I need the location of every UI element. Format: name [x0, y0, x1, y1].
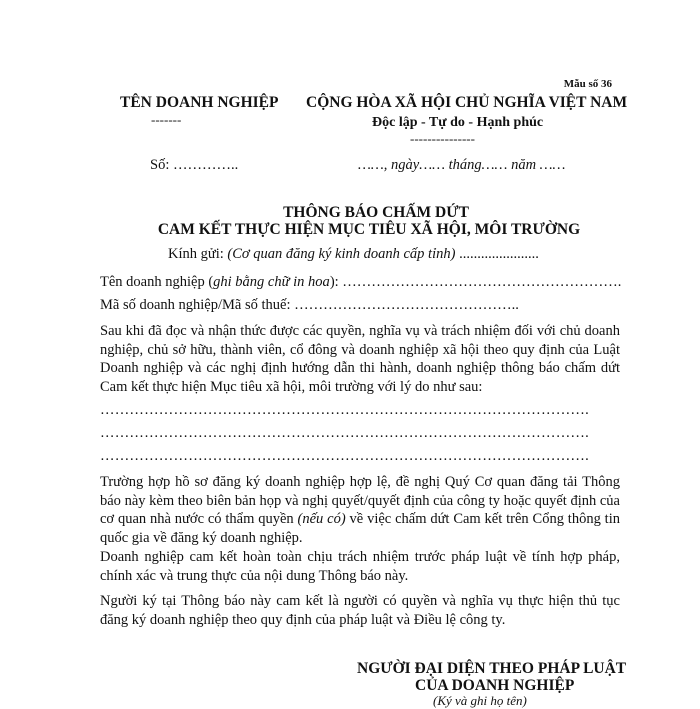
document-date: ……, ngày…… tháng…… năm …… [358, 157, 566, 173]
company-name-hint: ghi bằng chữ in hoa [213, 274, 330, 290]
recipient-dots: ...................... [455, 246, 539, 262]
paragraph-request-text-a: Trường hợp hồ sơ đăng ký doanh nghiệp hợp lệ, đề nghị Quý Cơ quan đăng tải Thông báo này kèm theo biên bản họp và nghị quyết/quyết định của công ty hoặc quyết định của cơ quan nhà nước có thẩm quyền [100, 474, 620, 528]
document-title-line1: THÔNG BÁO CHẤM DỨT [283, 204, 469, 221]
motto-divider: --------------- [410, 131, 475, 146]
signature-instruction: (Ký và ghi họ tên) [433, 693, 527, 708]
national-title: CỘNG HÒA XÃ HỘI CHỦ NGHĨA VIỆT NAM [306, 94, 628, 111]
paragraph-intro: Sau khi đã đọc và nhận thức được các quyền, nghĩa vụ và trách nhiệm đối với chủ doanh nghiệp, chủ sở hữu, thành viên, cổ đông và doanh nghiệp xã hội theo quy định của Luật Doanh nghiệp và các nghị định hướng dẫn thi hành, doanh nghiệp thông báo chấm dứt Cam kết thực hiện Mục tiêu xã hội, môi trường với lý do như sau: [100, 323, 620, 396]
paragraph-commitment: Doanh nghiệp cam kết hoàn toàn chịu trách nhiệm trước pháp luật về tính hợp pháp, chính xác và trung thực của nội dung Thông báo này. [100, 549, 620, 584]
reason-line-2: ………………………………………………………………………………………. [100, 425, 589, 441]
company-name-dots: ): …………………………………………………. [329, 274, 622, 290]
national-motto: Độc lập - Tự do - Hạnh phúc [372, 115, 544, 130]
paragraph-request-text-b: về việc chấm dứt Cam kết trên Cổng thông tin quốc gia về đăng ký doanh nghiệp. [100, 511, 620, 547]
recipient-value: (Cơ quan đăng ký kinh doanh cấp tỉnh) [227, 246, 456, 262]
company-name-field [100, 274, 621, 291]
signature-title-line2: CỦA DOANH NGHIỆP [415, 677, 575, 694]
company-name-heading: TÊN DOANH NGHIỆP [120, 94, 279, 111]
paragraph-signer: Người ký tại Thông báo này cam kết là người có quyền và nghĩa vụ thực hiện thủ tục đăng ký doanh nghiệp theo quy định của pháp luật và Điều lệ công ty. [100, 593, 620, 628]
paragraph-request [100, 473, 620, 548]
signature-title-line1: NGƯỜI ĐẠI DIỆN THEO PHÁP LUẬT [357, 660, 627, 677]
reason-line-3: ………………………………………………………………………………………. [100, 448, 589, 464]
tax-code-field: Mã số doanh nghiệp/Mã số thuế: ……………………………………….. [100, 297, 519, 313]
document-title-line2: CAM KẾT THỰC HIỆN MỤC TIÊU XÃ HỘI, MÔI TRƯỜNG [157, 221, 581, 238]
recipient-line [168, 246, 539, 263]
recipient-label: Kính gửi: [168, 246, 228, 262]
company-name-label: Tên doanh nghiệp ( [100, 274, 214, 290]
document-number: Số: ………….. [150, 157, 239, 173]
form-number: Mẫu số 36 [563, 78, 612, 90]
company-divider: ------- [151, 112, 182, 127]
paragraph-request-italic: (nếu có) [297, 511, 346, 528]
reason-line-1: ………………………………………………………………………………………. [100, 402, 589, 418]
